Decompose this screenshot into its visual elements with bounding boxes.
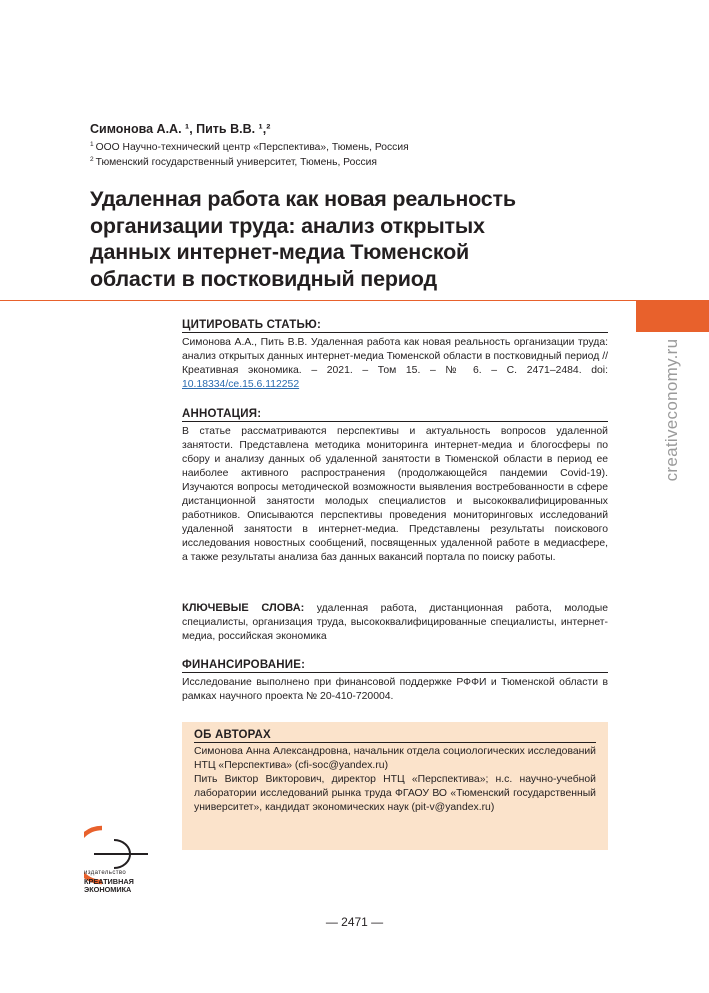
page-number: — 2471 —: [325, 915, 384, 929]
about-heading: ОБ АВТОРАХ: [194, 729, 596, 743]
affiliation-1-text: ООО Научно-технический центр «Перспектива», Тюмень, Россия: [95, 142, 409, 153]
affiliation-2-number: 2: [90, 156, 94, 163]
affiliation-2: [90, 156, 377, 168]
about-author-2-details: директор НТЦ «Перспектива»; н.с. научно-учебной лаборатории исследований рынка труда ФГАОУ ВО «Тюменский государственный университет», кандидат экономических наук (pit-v@yandex.ru): [194, 774, 596, 813]
cite-section: [182, 319, 608, 392]
cite-body: Симонова А.А., Пить В.В. Удаленная работа как новая реальность организации труда: анализ открытых данных интернет-медиа Тюменской области в постковидный период // Креативная экономика. – 2021. – Том 15. – № 6. – С. 2471–2484. doi:: [182, 337, 608, 376]
affiliation-2-text: Тюменский государственный университет, Тюмень, Россия: [95, 157, 377, 168]
article-title: Удаленная работа как новая реальность организации труда: анализ открытых данных интернет-медиа Тюменской области в постковидный период: [90, 187, 516, 291]
accent-tab: [636, 301, 709, 332]
doi-link[interactable]: 10.18334/ce.15.6.112252: [182, 379, 300, 390]
logo-publisher-label: издательство: [84, 870, 127, 876]
keywords-label: КЛЮЧЕВЫЕ СЛОВА:: [182, 602, 305, 614]
about-authors-box: [182, 722, 608, 850]
article-authors: Симонова А.А. ¹, Пить В.В. ¹,²: [90, 122, 271, 136]
abstract-text: В статье рассматриваются перспективы и актуальность вопросов удаленной занятости. Представлена методика мониторинга интернет-медиа и блогосферы по сбору и анализу данных об удаленной занятости в Тюменской области в период ее наиболее активного распространения (продолжающейся пандемии Covid-19). Изучаются вопросы методической возможности выявления востребованности в сфере дистанционной занятости молодых специалистов и высококвалифицированных работников. Описываются перспективы проведения мониторинговых исследований удаленной занятости в интернет-медиа. Представлены результаты поискового исследования новостных сообщений, посвященных удаленной работе в медиасфере, а также результаты анализа баз данных вакансий портала по поиску работы.: [182, 426, 608, 563]
about-author-2: [194, 773, 596, 815]
abstract-heading: АННОТАЦИЯ:: [182, 408, 608, 422]
logo-name-line-2: ЭКОНОМИКА: [84, 885, 132, 894]
about-author-1-details: начальник отдела социологических исследований НТЦ «Перспектива» (cfi-soc@yandex.ru): [194, 746, 596, 771]
about-author-2-name: Пить Виктор Викторович,: [194, 774, 325, 785]
affiliation-1-number: 1: [90, 141, 94, 148]
funding-heading: ФИНАНСИРОВАНИЕ:: [182, 659, 608, 673]
title-divider: [0, 300, 709, 301]
funding-section: [182, 659, 608, 704]
affiliation-1: [90, 141, 409, 153]
keywords-text: удаленная работа, дистанционная работа, молодые специалисты, организация труда, высококвалифицированные специалисты, интернет-медиа, российская экономика: [182, 603, 608, 642]
about-author-1-name: Симонова Анна Александровна,: [194, 746, 351, 757]
about-author-1: [194, 745, 596, 773]
cite-text: [182, 336, 608, 392]
site-url[interactable]: creativeconomy.ru: [662, 338, 681, 482]
cite-heading: ЦИТИРОВАТЬ СТАТЬЮ:: [182, 319, 608, 333]
keywords-section: [182, 601, 608, 644]
logo-name-line-1: КРЕАТИВНАЯ: [84, 877, 134, 886]
funding-text: Исследование выполнено при финансовой поддержке РФФИ и Тюменской области в рамках научного проекта № 20-410-720004.: [182, 677, 608, 702]
abstract-section: [182, 408, 608, 565]
